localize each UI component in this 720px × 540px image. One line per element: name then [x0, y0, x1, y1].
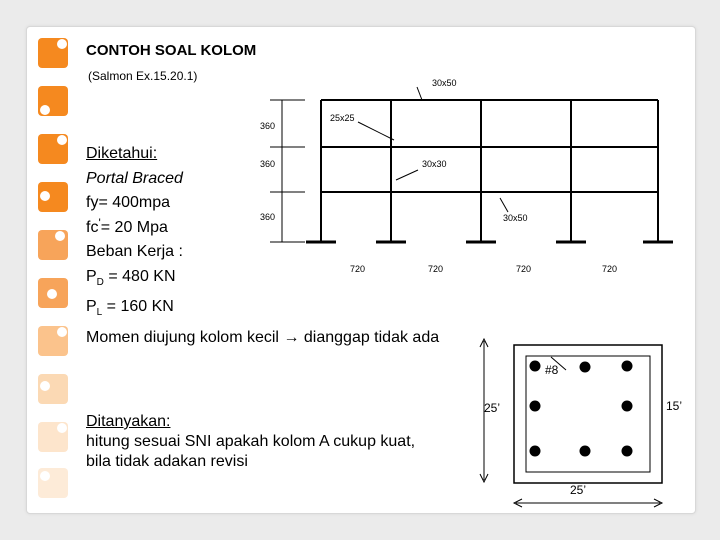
col-mid-label: 30x30	[422, 159, 447, 169]
slide-title: CONTOH SOAL KOLOM	[86, 42, 257, 59]
moment-text: Momen diujung kolom kecil	[86, 328, 279, 346]
story-height-2: 360	[260, 159, 276, 169]
section-width-label: 25’	[570, 483, 587, 497]
bay-width-3: 720	[516, 264, 532, 274]
story-height-1: 360	[260, 121, 276, 131]
frame-type: Portal Braced	[86, 169, 183, 187]
beam-top-label: 30x50	[432, 78, 457, 88]
cover-label: 15’	[666, 399, 683, 413]
asked-line-2: bila tidak adakan revisi	[86, 453, 248, 470]
asked-line-1: hitung sesuai SNI apakah kolom A cukup kuat,	[86, 433, 416, 450]
pd-subscript: D	[96, 276, 104, 288]
pl-symbol: P	[86, 298, 97, 316]
pl-subscript: L	[96, 307, 103, 319]
fc-value: = 20 Mpa	[100, 218, 168, 236]
moment-result: dianggap tidak ada	[303, 328, 440, 346]
prime-mark: '	[98, 215, 101, 230]
arrow-right-icon: →	[283, 328, 300, 346]
bay-width-4: 720	[602, 264, 618, 274]
asked-heading: Ditanyakan:	[86, 413, 171, 430]
pl-value: = 160 KN	[102, 298, 174, 316]
bar-label: #8	[545, 363, 559, 377]
pd-symbol: P	[86, 267, 97, 285]
pd-value: = 480 KN	[103, 267, 176, 285]
section-dimensions	[480, 339, 662, 507]
load-heading: Beban Kerja :	[86, 243, 183, 260]
column-cross-section	[514, 345, 662, 483]
story-height-3: 360	[260, 212, 276, 222]
slide-subtitle: (Salmon Ex.15.20.1)	[88, 69, 198, 83]
bay-width-1: 720	[350, 264, 366, 274]
col-low-label: 30x50	[503, 213, 528, 223]
fc-label: fc	[86, 218, 99, 236]
beam-mid-label: 25x25	[330, 113, 355, 123]
section-height-label: 25’	[484, 401, 501, 415]
height-dimension	[270, 100, 305, 242]
portal-frame	[321, 100, 658, 242]
bay-width-2: 720	[428, 264, 444, 274]
given-heading: Diketahui:	[86, 145, 158, 162]
leader-lines	[358, 87, 508, 212]
yield-strength: fy= 400mpa	[86, 194, 171, 211]
